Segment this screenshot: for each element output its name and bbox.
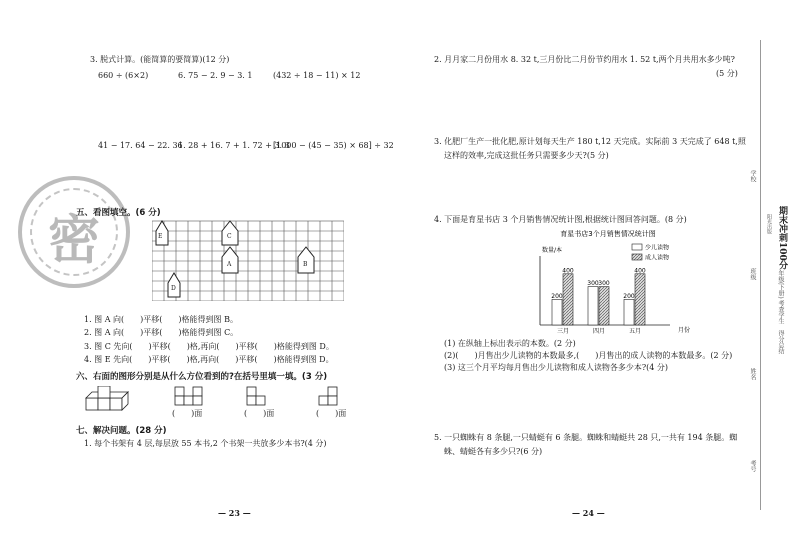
sec7-title: 七、解决问题。(28 分) — [76, 426, 167, 436]
chart-xlabel: 月份 — [678, 327, 691, 334]
chart-legend — [632, 244, 669, 262]
legend-swatch-成人读物 — [632, 254, 642, 260]
category-label-四月: 四月 — [592, 328, 606, 335]
r-q3-line1: 3. 化肥厂生产一批化肥,原计划每天生产 180 t,12 天完成。实际前 3 天完成了 648 t,照 — [434, 137, 746, 146]
r-q4-sub-3: (3) 这三个月平均每月售出少儿读物和成人读物各多少本?(4 分) — [444, 363, 669, 372]
sidebar-brand: 期末冲刺100分 — [777, 206, 787, 270]
sidebar-field-name[interactable]: 姓名 — [749, 368, 756, 380]
chart-title: 育星书店3个月销售情况统计图 — [560, 230, 656, 238]
translation-grid — [152, 217, 344, 303]
bar-三月-少儿读物 — [552, 299, 562, 325]
label-e: E — [158, 233, 163, 240]
q3-expr-3: (432 ÷ 18 − 11) × 12 — [273, 71, 361, 80]
bar-五月-成人读物 — [635, 274, 645, 325]
sidebar-field-class[interactable]: 班级 — [749, 268, 756, 280]
confidential-stamp — [18, 176, 130, 288]
bar-三月-成人读物 — [563, 274, 573, 325]
q3-expr-4: 41 − 17. 64 − 22. 36 — [98, 141, 183, 150]
r-q4-sub-2: (2)( )月售出少儿读物的本数最多,( )月售出的成人读物的本数最多。(2 分) — [444, 351, 733, 360]
category-label-五月: 五月 — [628, 328, 642, 335]
sec5-item-2: 2. 图 A 向( )平移( )格能得到图 C。 — [84, 328, 239, 337]
view-1-blank[interactable]: ( )面 — [172, 409, 203, 418]
q3-expr-6: [1000 − (45 − 35) × 68] ÷ 32 — [273, 141, 394, 150]
view-2 — [246, 386, 270, 408]
bar-label-三月-成人读物: 400 — [562, 267, 574, 275]
label-a: A — [227, 261, 232, 268]
bar-label-四月-成人读物: 300 — [598, 280, 610, 288]
label-d: D — [171, 285, 176, 292]
bar-五月-少儿读物 — [624, 299, 634, 325]
bar-四月-少儿读物 — [588, 287, 598, 325]
r-q4-title: 4. 下面是育星书店 3 个月销售情况统计图,根据统计图回答问题。(8 分) — [434, 215, 687, 224]
sec5-item-3: 3. 图 C 先向( )平移( )格,再向( )平移( )格能得到图 D。 — [84, 342, 334, 351]
r-q2-score: (5 分) — [716, 69, 738, 78]
q3-expr-2: 6. 75 − 2. 9 − 3. 1 — [178, 71, 253, 80]
page-number-right: — 24 — — [572, 508, 605, 518]
sidebar-label-block-1: 年级(下册) — [777, 270, 784, 299]
q3-expr-1: 660 ÷ (6×2) — [98, 71, 149, 80]
view-3 — [318, 386, 342, 408]
legend-label-成人读物: 成人读物 — [645, 254, 670, 262]
sidebar-brand-sub: 阳光出版 — [766, 214, 772, 234]
q3-expr-5: 1. 28 + 16. 7 + 1. 72 + 3. 3 — [178, 141, 290, 150]
label-c: C — [227, 233, 232, 240]
bar-label-三月-少儿读物: 200 — [551, 292, 563, 300]
bar-四月-成人读物 — [599, 287, 609, 325]
sidebar-field-id[interactable]: 考号 — [749, 460, 756, 472]
q3-title: 3. 脱式计算。(能简算的要简算)(12 分) — [90, 55, 230, 64]
stamp-text: 密 — [48, 211, 101, 271]
legend-label-少儿读物: 少儿读物 — [645, 244, 670, 252]
grid-svg — [152, 217, 344, 301]
r-q2-line1: 2. 月月家二月份用水 8. 32 t,三月份比二月份节约用水 1. 52 t,两个月共用水多少吨? — [434, 55, 735, 64]
view-1 — [174, 386, 204, 408]
bar-label-四月-少儿读物: 300 — [587, 280, 599, 288]
category-label-三月: 三月 — [556, 328, 570, 335]
r-q3-line2: 这样的效率,完成这批任务只需要多少天?(5 分) — [444, 151, 609, 160]
label-b: B — [303, 261, 308, 268]
r-q4-sub-1: (1) 在纵轴上标出表示的本数。(2 分) — [444, 339, 576, 348]
r-q5-line2: 蛛、蜻蜓各有多少只?(6 分) — [444, 447, 543, 456]
legend-swatch-少儿读物 — [632, 244, 642, 250]
view-2-blank[interactable]: ( )面 — [244, 409, 275, 418]
bar-label-五月-少儿读物: 200 — [623, 292, 635, 300]
sec5-title: 五、看图填空。(6 分) — [76, 208, 161, 218]
sec5-item-4: 4. 图 E 先向( )平移( )格,再向( )平移( )格能得到图 D。 — [84, 355, 334, 364]
cube-stack-3d — [84, 386, 130, 412]
sidebar-field-school[interactable]: 学校 — [749, 170, 756, 182]
sec7-q1: 1. 每个书架有 4 层,每层放 55 本书,2 个书架一共放多少本书?(4 分) — [84, 439, 327, 448]
sec5-item-1: 1. 图 A 向( )平移( )格能得到图 B。 — [84, 315, 238, 324]
r-q5-line1: 5. 一只蜘蛛有 8 条腿,一只蜻蜓有 6 条腿。蜘蛛和蜻蜓共 28 只,一共有 194 条腿。蜘 — [434, 433, 738, 442]
bar-label-五月-成人读物: 400 — [634, 267, 646, 275]
view-3-blank[interactable]: ( )面 — [316, 409, 347, 418]
sidebar-label-block-3: 得分总结 — [777, 330, 784, 354]
sidebar-label-block-2: 考查学生 — [777, 300, 784, 324]
page-number-left: — 23 — — [218, 508, 251, 518]
sec6-title: 六、右面的图形分别是从什么方位看到的?在括号里填一填。(3 分) — [76, 372, 328, 382]
sales-bar-chart — [500, 226, 700, 336]
chart-ylabel: 数量/本 — [542, 247, 563, 254]
